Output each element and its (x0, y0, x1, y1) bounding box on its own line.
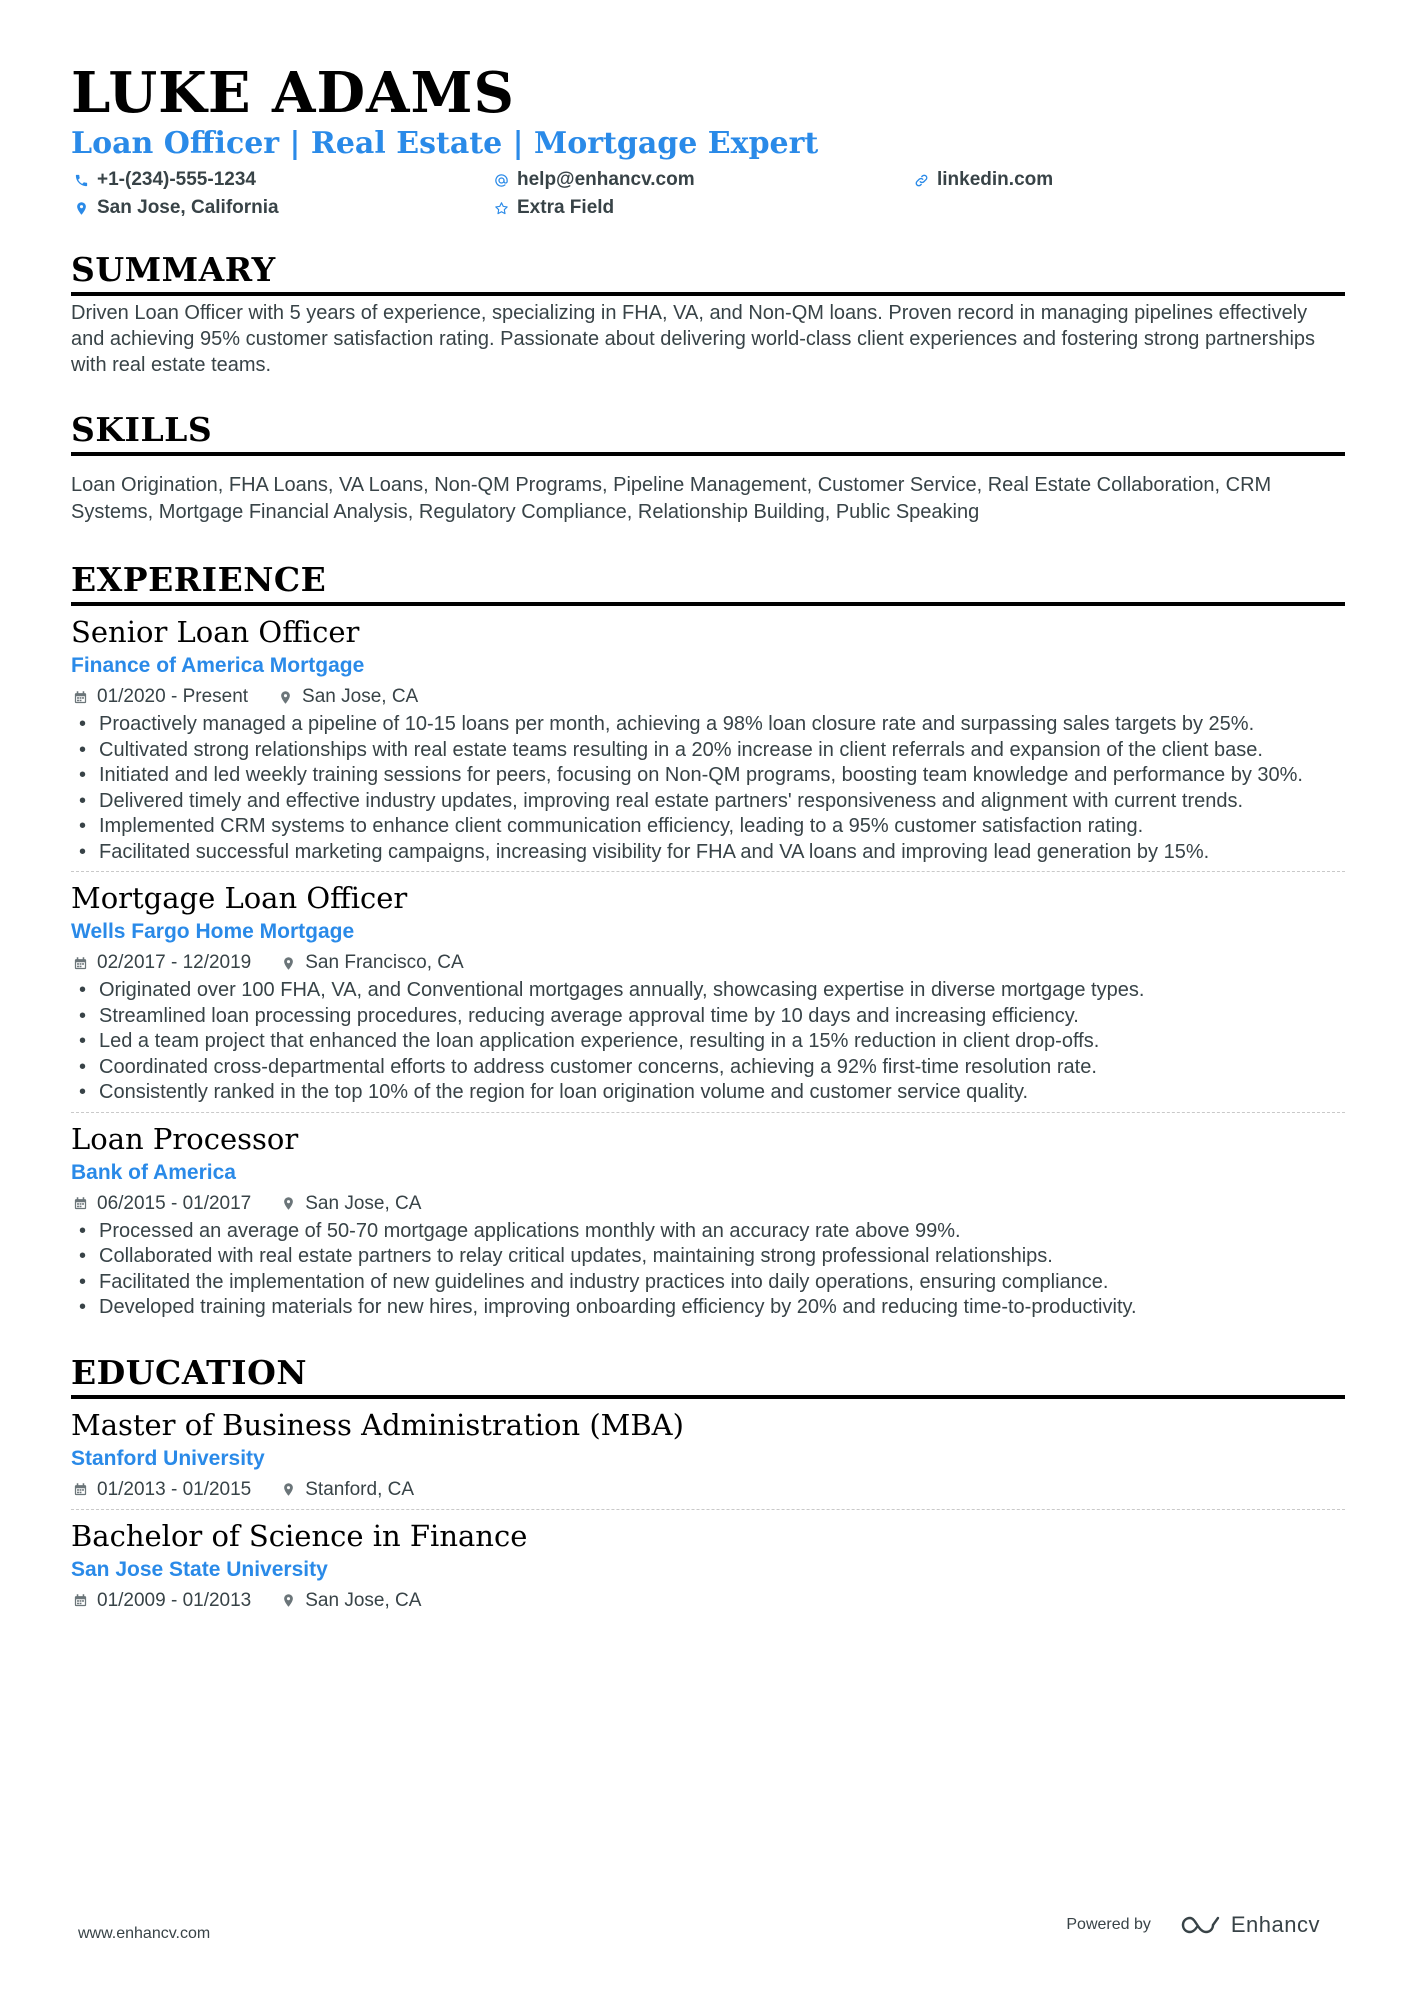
education-location: Stanford, CA (305, 1478, 415, 1500)
list-item: • Delivered timely and effective industry updates, improving real estate partners' responsiveness and alignment with current trends. (71, 789, 1345, 815)
map-pin-icon (276, 688, 294, 706)
education-section (71, 1353, 1345, 1614)
at-icon (491, 170, 511, 190)
summary-title: SUMMARY (71, 250, 1345, 296)
contact-extra (491, 196, 911, 220)
job-bullets (71, 978, 1345, 1106)
experience-section (71, 560, 1345, 1321)
calendar-icon (71, 1592, 89, 1610)
calendar-icon (71, 1195, 89, 1213)
list-item: • Coordinated cross-departmental efforts to address customer concerns, achieving a 92% first-time resolution rate. (71, 1055, 1345, 1081)
job-bullets (71, 1219, 1345, 1321)
map-pin-icon (279, 1481, 297, 1499)
job-bullets (71, 712, 1345, 865)
list-item: • Originated over 100 FHA, VA, and Conventional mortgages annually, showcasing expertise in diverse mortgage types. (71, 978, 1345, 1004)
experience-title: EXPERIENCE (71, 560, 1345, 606)
linkedin-text: linkedin.com (937, 169, 1054, 190)
link-icon (911, 170, 931, 190)
resume-page (71, 60, 1345, 1614)
skills-title: SKILLS (71, 410, 1345, 456)
location-text: San Jose, California (97, 197, 279, 218)
list-item: • Facilitated the implementation of new guidelines and industry practices into daily operations, ensuring compliance. (71, 1270, 1345, 1296)
calendar-icon (71, 688, 89, 706)
footer-branding (1066, 1912, 1320, 1938)
job-dates: 02/2017 - 12/2019 (97, 952, 252, 973)
star-icon (491, 198, 511, 218)
footer-website[interactable]: www.enhancv.com (78, 1925, 211, 1942)
job-meta (71, 684, 1345, 710)
contact-phone[interactable] (71, 168, 491, 192)
list-item: • Consistently ranked in the top 10% of the region for loan origination volume and customer service quality. (71, 1080, 1345, 1106)
summary-text: Driven Loan Officer with 5 years of experience, specializing in FHA, VA, and Non-QM loans. Proven record in managing pipelines effectively and achieving 95% customer satisfaction rating. Passionate about delivering world-class client experiences and fostering strong partnerships with real estate teams. (71, 302, 1316, 376)
company-name[interactable]: Bank of America (71, 1160, 236, 1184)
school-name[interactable]: Stanford University (71, 1446, 265, 1470)
degree-title: Bachelor of Science in Finance (71, 1518, 528, 1553)
list-item: • Proactively managed a pipeline of 10-15 loans per month, achieving a 98% loan closure rate and surpassing sales targets by 25%. (71, 712, 1345, 738)
education-dates: 01/2013 - 01/2015 (97, 1478, 252, 1500)
entry-divider (71, 1112, 1345, 1113)
list-item: • Collaborated with real estate partners to relay critical updates, maintaining strong professional relationships. (71, 1244, 1345, 1270)
education-location: San Jose, CA (305, 1589, 422, 1611)
education-meta (71, 1588, 1345, 1614)
map-pin-icon (71, 198, 91, 218)
job-location: San Jose, CA (302, 686, 419, 707)
company-name[interactable]: Wells Fargo Home Mortgage (71, 920, 355, 943)
job-dates: 06/2015 - 01/2017 (97, 1192, 252, 1214)
phone-text: +1-(234)-555-1234 (97, 169, 256, 190)
list-item: • Streamlined loan processing procedures, reducing average approval time by 10 days and increasing efficiency. (71, 1004, 1345, 1030)
powered-by-text: Powered by (1066, 1916, 1151, 1933)
job-title: Senior Loan Officer (71, 615, 360, 649)
candidate-name: LUKE ADAMS (71, 60, 515, 126)
list-item: • Initiated and led weekly training sessions for peers, focusing on Non-QM programs, boosting team knowledge and performance by 30%. (71, 763, 1345, 789)
job-meta (71, 950, 1345, 976)
degree-title: Master of Business Administration (MBA) (71, 1407, 684, 1442)
skills-section (71, 410, 1345, 526)
contact-location (71, 196, 491, 220)
company-name[interactable]: Finance of America Mortgage (71, 654, 365, 677)
skills-text: Loan Origination, FHA Loans, VA Loans, Non-QM Programs, Pipeline Management, Customer Service, Real Estate Collaboration, CRM Systems, Mortgage Financial Analysis, Regulatory Compliance, Relationship Building, Public Speaking (71, 474, 1272, 523)
brand-name: Enhancv (1230, 1912, 1320, 1937)
education-entry (71, 1407, 1345, 1503)
contact-email[interactable] (491, 168, 911, 192)
calendar-icon (71, 954, 89, 972)
list-item: • Led a team project that enhanced the loan application experience, resulting in a 15% reduction in client drop-offs. (71, 1029, 1345, 1055)
education-dates: 01/2009 - 01/2013 (97, 1589, 252, 1611)
list-item: • Developed training materials for new hires, improving onboarding efficiency by 20% and reducing time-to-productivity. (71, 1295, 1345, 1321)
list-item: • Cultivated strong relationships with real estate teams resulting in a 20% increase in client referrals and expansion of the client base. (71, 738, 1345, 764)
calendar-icon (71, 1481, 89, 1499)
map-pin-icon (279, 1195, 297, 1213)
email-text: help@enhancv.com (517, 169, 695, 190)
candidate-headline: Loan Officer | Real Estate | Mortgage Expert (71, 126, 819, 161)
list-item: • Facilitated successful marketing campaigns, increasing visibility for FHA and VA loans and improving lead generation by 15%. (71, 840, 1345, 866)
summary-section (71, 250, 1345, 378)
enhancv-logo-icon (1179, 1913, 1223, 1937)
education-meta (71, 1477, 1345, 1503)
map-pin-icon (279, 1592, 297, 1610)
school-name[interactable]: San Jose State University (71, 1557, 328, 1581)
job-location: San Francisco, CA (305, 952, 464, 973)
extra-field-text: Extra Field (517, 197, 615, 218)
job-location: San Jose, CA (305, 1192, 422, 1214)
job-meta (71, 1191, 1345, 1217)
job-title: Loan Processor (71, 1121, 299, 1156)
education-entry (71, 1518, 1345, 1614)
job-dates: 01/2020 - Present (97, 686, 249, 707)
contact-info (71, 168, 1345, 220)
entry-divider (71, 871, 1345, 872)
experience-entry (71, 880, 1345, 1106)
entry-divider (71, 1509, 1345, 1510)
contact-linkedin[interactable] (911, 168, 1331, 192)
job-title: Mortgage Loan Officer (71, 881, 408, 915)
list-item: • Implemented CRM systems to enhance client communication efficiency, leading to a 95% customer satisfaction rating. (71, 814, 1345, 840)
map-pin-icon (279, 954, 297, 972)
phone-icon (71, 170, 91, 190)
education-title: EDUCATION (71, 1353, 1345, 1399)
list-item: • Processed an average of 50-70 mortgage applications monthly with an accuracy rate above 99%. (71, 1219, 1345, 1245)
experience-entry (71, 614, 1345, 865)
experience-entry (71, 1121, 1345, 1321)
